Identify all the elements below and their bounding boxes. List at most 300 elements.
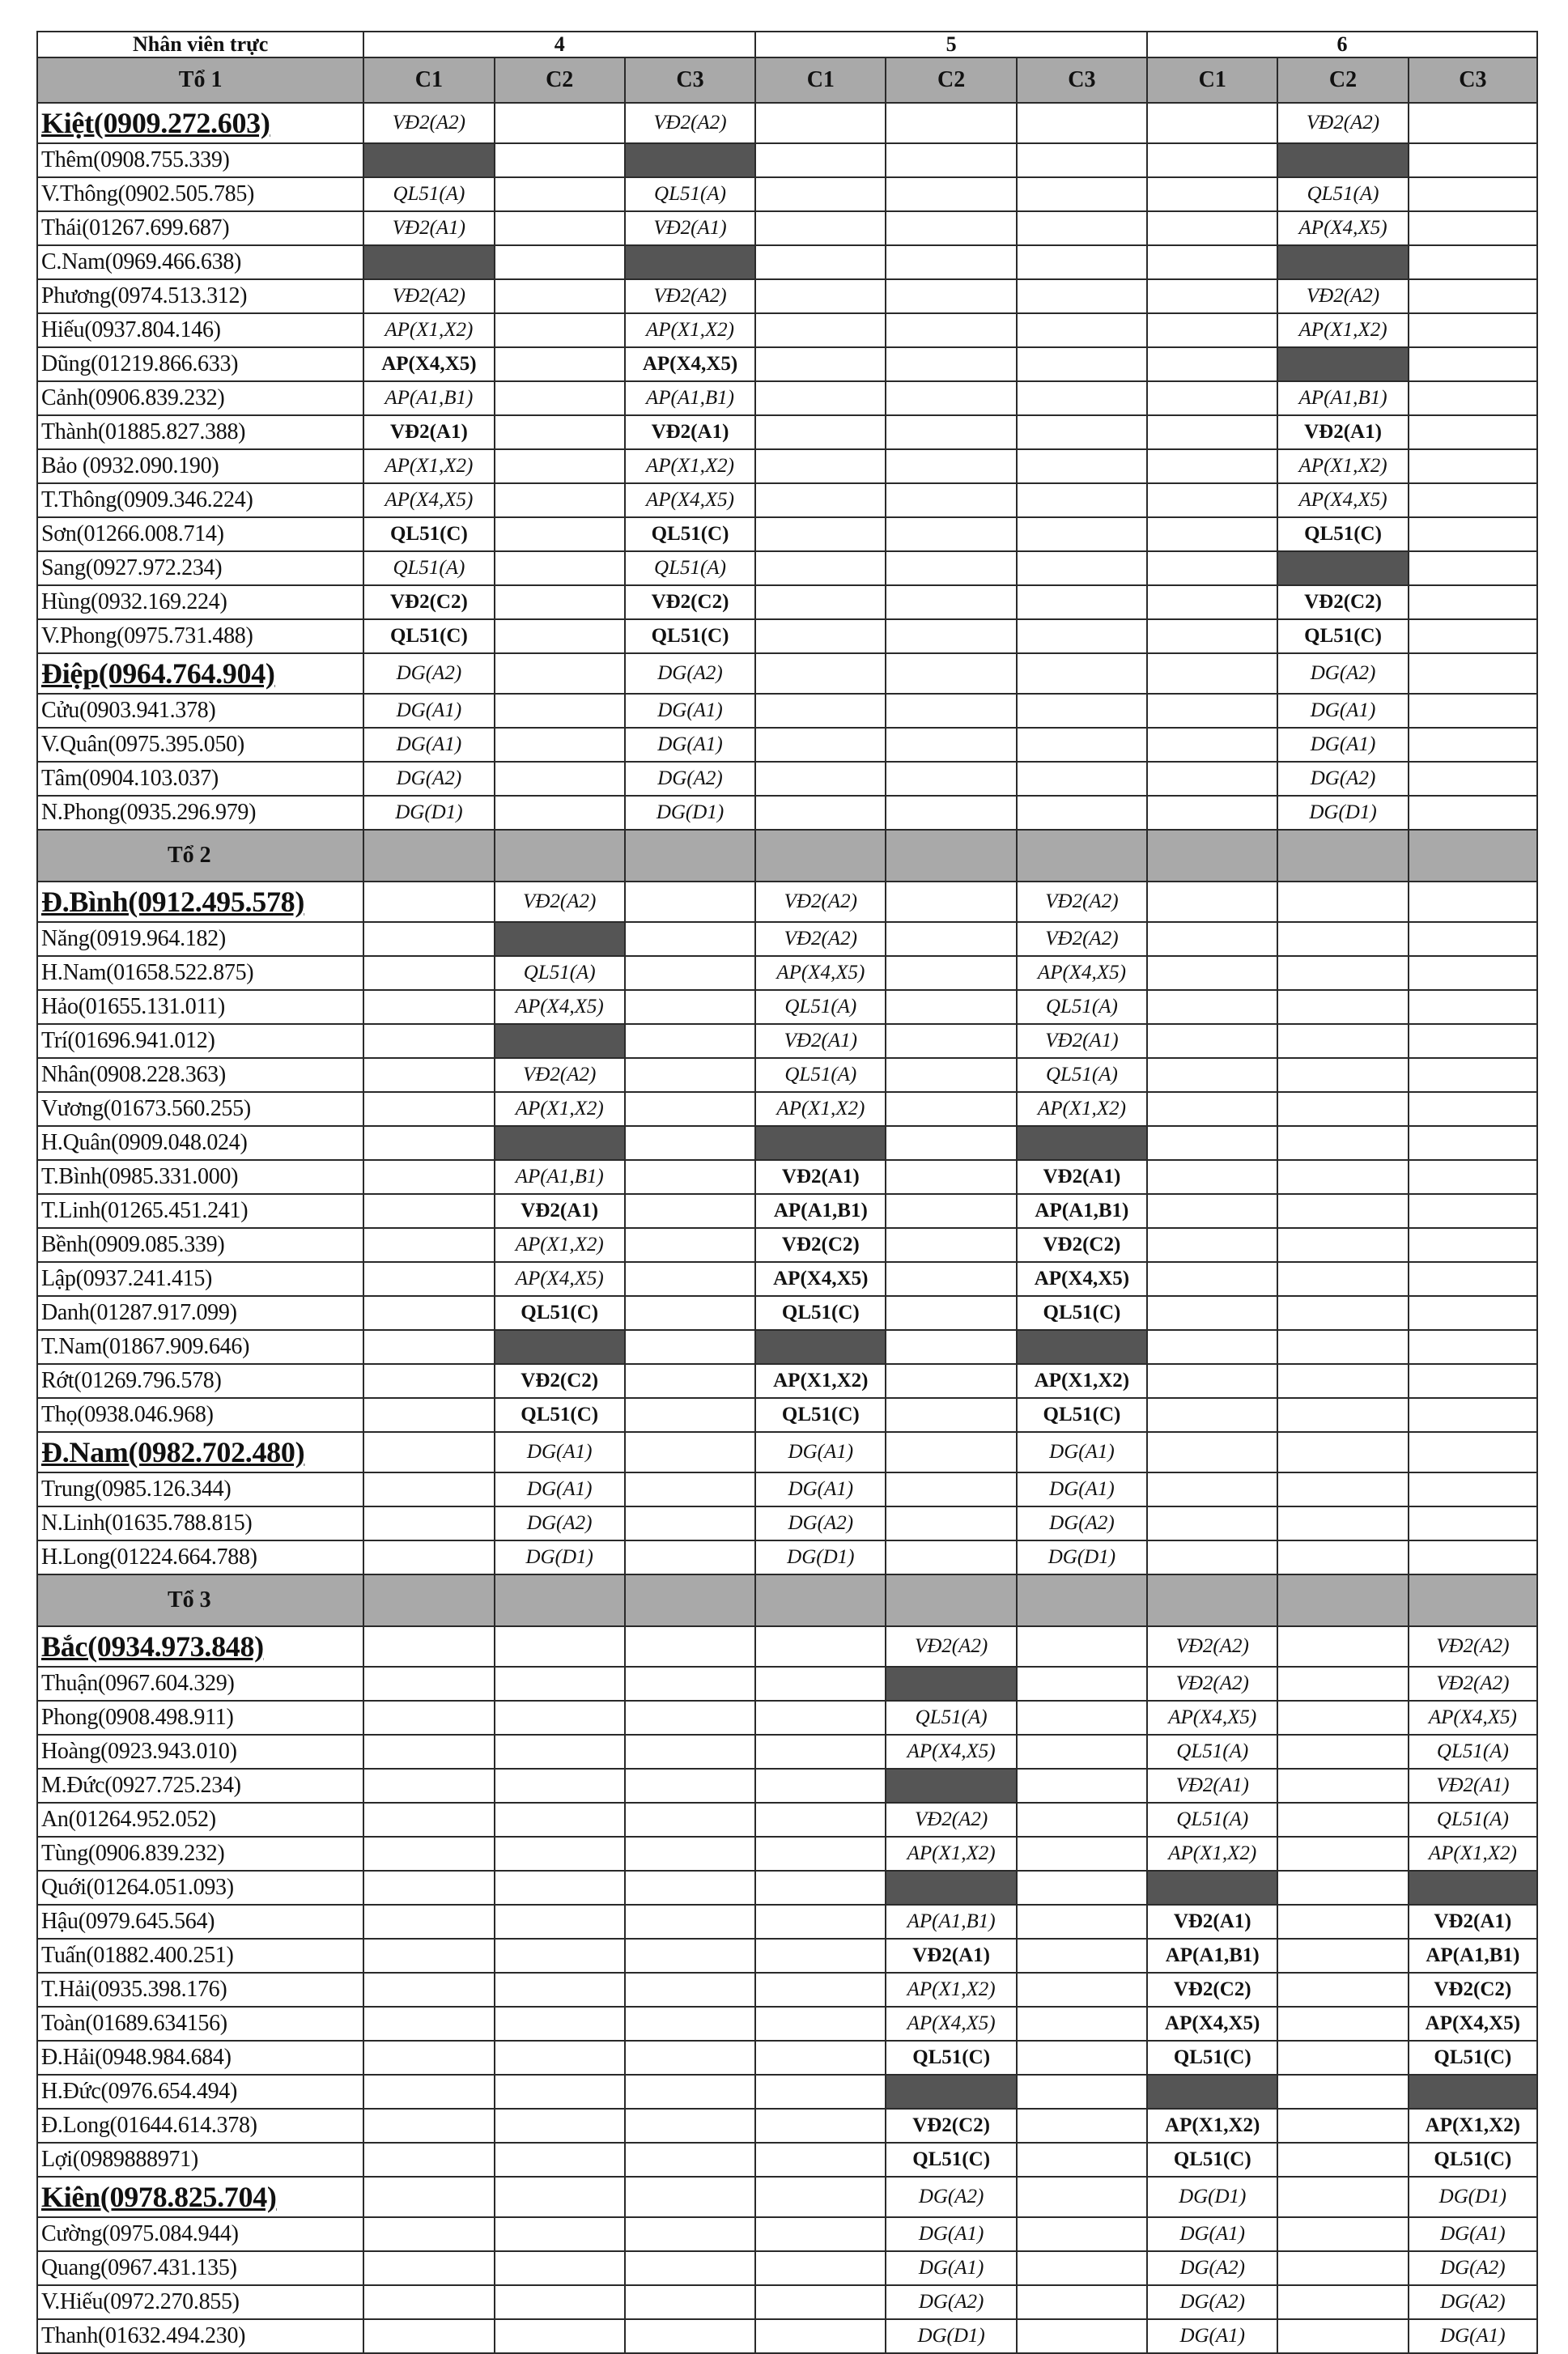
staff-name: V.Phong(0975.731.488): [37, 619, 363, 653]
empty-cell: [755, 619, 886, 653]
group-header-cell: [755, 830, 886, 882]
empty-cell: [495, 245, 625, 279]
empty-cell: [1147, 347, 1277, 381]
empty-cell: [1277, 1432, 1408, 1472]
empty-cell: [625, 1330, 755, 1364]
empty-cell: [1147, 990, 1277, 1024]
assignment-cell: DG(A1): [1277, 694, 1408, 728]
assignment-cell: DG(D1): [755, 1540, 886, 1574]
empty-cell: [1017, 2285, 1147, 2319]
group-label: Tổ 1: [37, 57, 363, 103]
assignment-cell: AP(X4,X5): [1277, 211, 1408, 245]
empty-cell: [886, 762, 1016, 796]
empty-cell: [1147, 1296, 1277, 1330]
empty-cell: [625, 2319, 755, 2353]
assignment-cell: DG(A2): [886, 2177, 1016, 2217]
staff-row: [37, 415, 1537, 449]
empty-cell: [495, 313, 625, 347]
assignment-cell: VĐ2(C2): [363, 585, 494, 619]
empty-cell: [625, 1803, 755, 1837]
assignment-cell: DG(D1): [1017, 1540, 1147, 1574]
assignment-cell: AP(X1,X2): [1147, 2109, 1277, 2143]
off-duty-cell: [1147, 1871, 1277, 1905]
staff-row: [37, 1160, 1537, 1194]
empty-cell: [1147, 694, 1277, 728]
empty-cell: [1017, 177, 1147, 211]
empty-cell: [1277, 1837, 1408, 1871]
assignment-cell: AP(X1,X2): [886, 1837, 1016, 1871]
empty-cell: [755, 1973, 886, 2007]
assignment-cell: DG(A1): [1409, 2217, 1537, 2251]
empty-cell: [363, 1540, 494, 1574]
staff-row: [37, 1905, 1537, 1939]
assignment-cell: DG(A1): [363, 728, 494, 762]
empty-cell: [625, 1364, 755, 1398]
leader-row: [37, 882, 1537, 922]
empty-cell: [1277, 1058, 1408, 1092]
empty-cell: [1277, 1626, 1408, 1667]
staff-label: Nhân viên trực: [37, 32, 363, 57]
staff-name: Thuận(0967.604.329): [37, 1667, 363, 1701]
assignment-cell: DG(A1): [363, 694, 494, 728]
empty-cell: [1017, 1871, 1147, 1905]
empty-cell: [886, 1058, 1016, 1092]
empty-cell: [625, 2007, 755, 2041]
assignment-cell: DG(A2): [1147, 2285, 1277, 2319]
empty-cell: [886, 177, 1016, 211]
empty-cell: [1277, 1540, 1408, 1574]
staff-row: [37, 922, 1537, 956]
assignment-cell: AP(X1,X2): [495, 1092, 625, 1126]
empty-cell: [886, 1262, 1016, 1296]
assignment-cell: AP(A1,B1): [1147, 1939, 1277, 1973]
empty-cell: [1277, 1194, 1408, 1228]
empty-cell: [625, 1126, 755, 1160]
empty-cell: [625, 1905, 755, 1939]
empty-cell: [495, 1803, 625, 1837]
leader-row: [37, 103, 1537, 143]
empty-cell: [1147, 1126, 1277, 1160]
empty-cell: [495, 1701, 625, 1735]
assignment-cell: QL51(A): [1277, 177, 1408, 211]
shift-header: C3: [1409, 57, 1537, 103]
staff-row: [37, 2007, 1537, 2041]
assignment-cell: DG(D1): [363, 796, 494, 830]
empty-cell: [495, 143, 625, 177]
assignment-cell: VĐ2(C2): [1017, 1228, 1147, 1262]
empty-cell: [1277, 990, 1408, 1024]
shift-header: C2: [1277, 57, 1408, 103]
group-header-cell: [1277, 1574, 1408, 1626]
empty-cell: [1277, 1126, 1408, 1160]
empty-cell: [363, 1024, 494, 1058]
empty-cell: [625, 1837, 755, 1871]
staff-row: [37, 1540, 1537, 1574]
assignment-cell: DG(A1): [495, 1432, 625, 1472]
empty-cell: [1017, 619, 1147, 653]
staff-name: Cảnh(0906.839.232): [37, 381, 363, 415]
assignment-cell: AP(A1,B1): [755, 1194, 886, 1228]
empty-cell: [1147, 1364, 1277, 1398]
assignment-cell: VĐ2(A2): [1409, 1626, 1537, 1667]
staff-name: H.Quân(0909.048.024): [37, 1126, 363, 1160]
empty-cell: [1277, 1092, 1408, 1126]
empty-cell: [363, 1905, 494, 1939]
assignment-cell: VĐ2(C2): [755, 1228, 886, 1262]
assignment-cell: AP(X1,X2): [1017, 1092, 1147, 1126]
group-header-cell: [625, 1574, 755, 1626]
empty-cell: [755, 1735, 886, 1769]
empty-cell: [1017, 313, 1147, 347]
empty-cell: [886, 313, 1016, 347]
empty-cell: [363, 2143, 494, 2177]
empty-cell: [625, 2109, 755, 2143]
assignment-cell: AP(X4,X5): [1409, 2007, 1537, 2041]
empty-cell: [1409, 415, 1537, 449]
assignment-cell: VĐ2(A1): [1277, 415, 1408, 449]
assignment-cell: DG(A2): [1277, 653, 1408, 694]
empty-cell: [1147, 1506, 1277, 1540]
empty-cell: [1277, 2007, 1408, 2041]
empty-cell: [1277, 1735, 1408, 1769]
staff-row: [37, 1364, 1537, 1398]
empty-cell: [625, 1262, 755, 1296]
staff-name: Trung(0985.126.344): [37, 1472, 363, 1506]
empty-cell: [886, 922, 1016, 956]
empty-cell: [1147, 762, 1277, 796]
empty-cell: [363, 1803, 494, 1837]
empty-cell: [1409, 551, 1537, 585]
empty-cell: [363, 2251, 494, 2285]
empty-cell: [886, 694, 1016, 728]
staff-name: Thanh(01632.494.230): [37, 2319, 363, 2353]
empty-cell: [1409, 619, 1537, 653]
assignment-cell: QL51(C): [1147, 2143, 1277, 2177]
assignment-cell: QL51(C): [1147, 2041, 1277, 2075]
empty-cell: [625, 1228, 755, 1262]
empty-cell: [1017, 2217, 1147, 2251]
assignment-cell: QL51(A): [625, 551, 755, 585]
empty-cell: [495, 2109, 625, 2143]
empty-cell: [495, 2075, 625, 2109]
assignment-cell: VĐ2(A2): [886, 1803, 1016, 1837]
empty-cell: [495, 2041, 625, 2075]
empty-cell: [886, 956, 1016, 990]
empty-cell: [886, 1194, 1016, 1228]
empty-cell: [1017, 245, 1147, 279]
staff-name: Đ.Nam(0982.702.480): [37, 1432, 363, 1472]
staff-row: [37, 1837, 1537, 1871]
staff-row: [37, 1058, 1537, 1092]
empty-cell: [625, 1735, 755, 1769]
empty-cell: [363, 2109, 494, 2143]
empty-cell: [1409, 143, 1537, 177]
assignment-cell: DG(A2): [495, 1506, 625, 1540]
staff-name: Thọ(0938.046.968): [37, 1398, 363, 1432]
staff-row: [37, 1398, 1537, 1432]
empty-cell: [1017, 1803, 1147, 1837]
empty-cell: [755, 2319, 886, 2353]
empty-cell: [1017, 1701, 1147, 1735]
empty-cell: [495, 103, 625, 143]
empty-cell: [495, 211, 625, 245]
empty-cell: [1277, 1905, 1408, 1939]
empty-cell: [1017, 1735, 1147, 1769]
empty-cell: [755, 313, 886, 347]
empty-cell: [755, 2143, 886, 2177]
empty-cell: [1277, 1667, 1408, 1701]
leader-row: [37, 2177, 1537, 2217]
assignment-cell: AP(X1,X2): [755, 1092, 886, 1126]
empty-cell: [1277, 922, 1408, 956]
group-header-cell: [1277, 830, 1408, 882]
empty-cell: [886, 143, 1016, 177]
empty-cell: [363, 1701, 494, 1735]
empty-cell: [1147, 1228, 1277, 1262]
assignment-cell: VĐ2(A2): [495, 1058, 625, 1092]
empty-cell: [1409, 882, 1537, 922]
assignment-cell: AP(X4,X5): [495, 1262, 625, 1296]
assignment-cell: DG(D1): [1277, 796, 1408, 830]
assignment-cell: AP(X4,X5): [1409, 1701, 1537, 1735]
assignment-cell: DG(A1): [886, 2217, 1016, 2251]
empty-cell: [1147, 1398, 1277, 1432]
assignment-cell: AP(X1,X2): [625, 449, 755, 483]
empty-cell: [1277, 2041, 1408, 2075]
staff-name: Dũng(01219.866.633): [37, 347, 363, 381]
empty-cell: [755, 211, 886, 245]
empty-cell: [363, 990, 494, 1024]
empty-cell: [1147, 882, 1277, 922]
empty-cell: [755, 177, 886, 211]
staff-name: Đ.Bình(0912.495.578): [37, 882, 363, 922]
empty-cell: [886, 1296, 1016, 1330]
empty-cell: [1277, 2143, 1408, 2177]
assignment-cell: VĐ2(A2): [1277, 279, 1408, 313]
empty-cell: [1409, 1540, 1537, 1574]
empty-cell: [1409, 1364, 1537, 1398]
empty-cell: [755, 1667, 886, 1701]
assignment-cell: AP(X1,X2): [625, 313, 755, 347]
empty-cell: [886, 1472, 1016, 1506]
empty-cell: [755, 551, 886, 585]
assignment-cell: VĐ2(C2): [1147, 1973, 1277, 2007]
off-duty-cell: [886, 1769, 1016, 1803]
empty-cell: [1147, 1330, 1277, 1364]
assignment-cell: VĐ2(C2): [1277, 585, 1408, 619]
assignment-cell: AP(X4,X5): [755, 1262, 886, 1296]
staff-row: [37, 381, 1537, 415]
staff-name: Phong(0908.498.911): [37, 1701, 363, 1735]
empty-cell: [1147, 1092, 1277, 1126]
empty-cell: [1147, 1262, 1277, 1296]
empty-cell: [1017, 347, 1147, 381]
off-duty-cell: [886, 1871, 1016, 1905]
staff-row: [37, 1330, 1537, 1364]
empty-cell: [755, 2109, 886, 2143]
empty-cell: [495, 2319, 625, 2353]
empty-cell: [1409, 1058, 1537, 1092]
assignment-cell: AP(X4,X5): [625, 347, 755, 381]
assignment-cell: AP(A1,B1): [1017, 1194, 1147, 1228]
staff-row: [37, 2319, 1537, 2353]
group-header-cell: [755, 1574, 886, 1626]
empty-cell: [1409, 483, 1537, 517]
empty-cell: [1017, 415, 1147, 449]
assignment-cell: VĐ2(A1): [363, 211, 494, 245]
assignment-cell: DG(A2): [886, 2285, 1016, 2319]
staff-name: Sơn(01266.008.714): [37, 517, 363, 551]
empty-cell: [1409, 103, 1537, 143]
empty-cell: [1409, 1194, 1537, 1228]
empty-cell: [625, 1506, 755, 1540]
empty-cell: [755, 415, 886, 449]
assignment-cell: VĐ2(A2): [755, 922, 886, 956]
assignment-cell: VĐ2(A2): [363, 279, 494, 313]
staff-row: [37, 177, 1537, 211]
empty-cell: [1147, 415, 1277, 449]
staff-name: Hoàng(0923.943.010): [37, 1735, 363, 1769]
empty-cell: [886, 728, 1016, 762]
empty-cell: [625, 1024, 755, 1058]
staff-row: [37, 1228, 1537, 1262]
empty-cell: [1409, 449, 1537, 483]
empty-cell: [755, 653, 886, 694]
off-duty-cell: [1017, 1126, 1147, 1160]
empty-cell: [1409, 1432, 1537, 1472]
staff-row: [37, 1803, 1537, 1837]
empty-cell: [1409, 347, 1537, 381]
staff-row: [37, 449, 1537, 483]
empty-cell: [1277, 1296, 1408, 1330]
empty-cell: [495, 1769, 625, 1803]
shift-header-row: [37, 57, 1537, 103]
staff-name: Bảo (0932.090.190): [37, 449, 363, 483]
staff-name: Hiếu(0937.804.146): [37, 313, 363, 347]
empty-cell: [755, 483, 886, 517]
empty-cell: [363, 1667, 494, 1701]
assignment-cell: VĐ2(A1): [1017, 1160, 1147, 1194]
empty-cell: [1409, 1262, 1537, 1296]
assignment-cell: DG(A2): [363, 762, 494, 796]
off-duty-cell: [625, 245, 755, 279]
staff-name: Điệp(0964.764.904): [37, 653, 363, 694]
empty-cell: [625, 1667, 755, 1701]
empty-cell: [363, 1871, 494, 1905]
empty-cell: [886, 1228, 1016, 1262]
empty-cell: [1017, 1939, 1147, 1973]
empty-cell: [363, 1837, 494, 1871]
empty-cell: [755, 728, 886, 762]
empty-cell: [363, 1939, 494, 1973]
empty-cell: [495, 2143, 625, 2177]
assignment-cell: VĐ2(A1): [886, 1939, 1016, 1973]
empty-cell: [1409, 279, 1537, 313]
assignment-cell: DG(A2): [1017, 1506, 1147, 1540]
group-header-cell: [886, 1574, 1016, 1626]
empty-cell: [755, 2177, 886, 2217]
staff-row: [37, 956, 1537, 990]
empty-cell: [1017, 796, 1147, 830]
empty-cell: [1017, 1626, 1147, 1667]
assignment-cell: AP(X1,X2): [886, 1973, 1016, 2007]
staff-name: Trí(01696.941.012): [37, 1024, 363, 1058]
group-header-cell: [1017, 1574, 1147, 1626]
assignment-cell: AP(X1,X2): [1147, 1837, 1277, 1871]
assignment-cell: DG(A1): [625, 728, 755, 762]
staff-name: Thành(01885.827.388): [37, 415, 363, 449]
empty-cell: [1277, 1398, 1408, 1432]
empty-cell: [1277, 1330, 1408, 1364]
assignment-cell: QL51(A): [755, 1058, 886, 1092]
empty-cell: [1147, 796, 1277, 830]
assignment-cell: VĐ2(A1): [363, 415, 494, 449]
empty-cell: [1147, 449, 1277, 483]
assignment-cell: AP(A1,B1): [1409, 1939, 1537, 1973]
off-duty-cell: [886, 2075, 1016, 2109]
empty-cell: [625, 882, 755, 922]
empty-cell: [1409, 1398, 1537, 1432]
off-duty-cell: [1277, 245, 1408, 279]
empty-cell: [1017, 1769, 1147, 1803]
empty-cell: [1409, 1024, 1537, 1058]
off-duty-cell: [1147, 2075, 1277, 2109]
assignment-cell: AP(X1,X2): [1409, 2109, 1537, 2143]
assignment-cell: DG(A1): [1147, 2217, 1277, 2251]
group-header-cell: [363, 1574, 494, 1626]
empty-cell: [1017, 2041, 1147, 2075]
empty-cell: [625, 1871, 755, 1905]
staff-row: [37, 313, 1537, 347]
staff-name: Cửu(0903.941.378): [37, 694, 363, 728]
off-duty-cell: [495, 1024, 625, 1058]
empty-cell: [1147, 1540, 1277, 1574]
staff-name: H.Đức(0976.654.494): [37, 2075, 363, 2109]
empty-cell: [1017, 449, 1147, 483]
day-5-header: 5: [755, 32, 1147, 57]
empty-cell: [625, 1160, 755, 1194]
staff-name: V.Hiếu(0972.270.855): [37, 2285, 363, 2319]
empty-cell: [625, 2075, 755, 2109]
staff-name: Danh(01287.917.099): [37, 1296, 363, 1330]
empty-cell: [1409, 796, 1537, 830]
empty-cell: [755, 1803, 886, 1837]
assignment-cell: DG(A2): [1409, 2251, 1537, 2285]
assignment-cell: DG(A1): [1017, 1432, 1147, 1472]
staff-row: [37, 694, 1537, 728]
empty-cell: [495, 585, 625, 619]
empty-cell: [625, 2217, 755, 2251]
empty-cell: [1017, 728, 1147, 762]
off-duty-cell: [1409, 2075, 1537, 2109]
empty-cell: [1277, 1973, 1408, 2007]
assignment-cell: VĐ2(A1): [625, 211, 755, 245]
empty-cell: [755, 1871, 886, 1905]
empty-cell: [1017, 2319, 1147, 2353]
empty-cell: [1409, 762, 1537, 796]
empty-cell: [886, 1364, 1016, 1398]
empty-cell: [625, 1472, 755, 1506]
assignment-cell: QL51(A): [1409, 1735, 1537, 1769]
empty-cell: [1409, 728, 1537, 762]
staff-row: [37, 1871, 1537, 1905]
empty-cell: [495, 1735, 625, 1769]
empty-cell: [363, 1506, 494, 1540]
group-header-cell: [1017, 830, 1147, 882]
empty-cell: [1277, 2217, 1408, 2251]
duty-roster: [36, 31, 1538, 2354]
empty-cell: [495, 415, 625, 449]
